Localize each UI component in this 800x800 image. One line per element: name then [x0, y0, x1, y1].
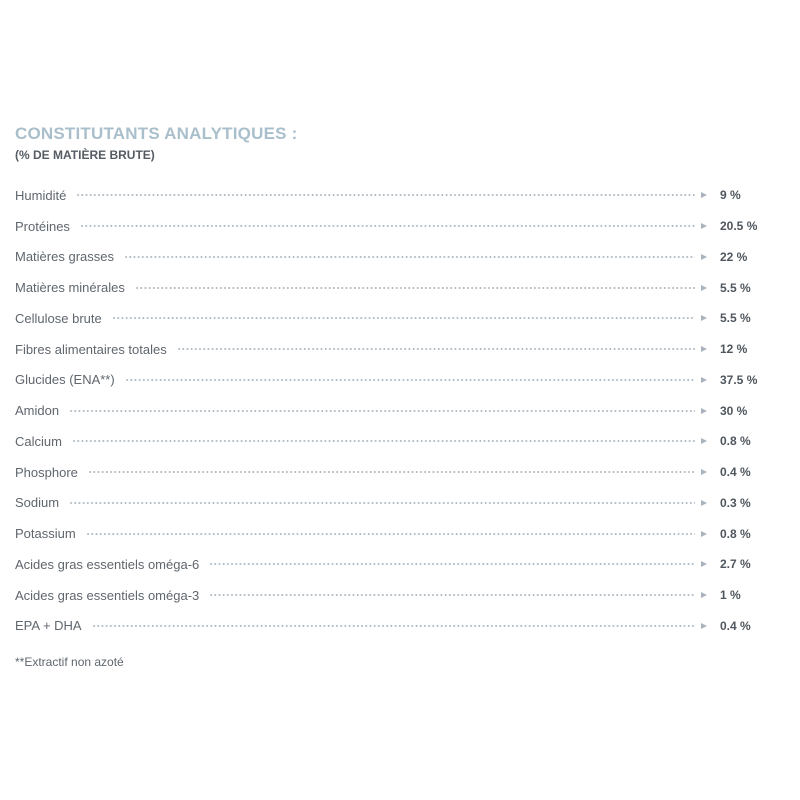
arrow-right-icon: [701, 408, 707, 414]
dotted-leader: [69, 502, 695, 504]
constituent-value: 22 %: [720, 249, 748, 264]
constituent-value: 5.5 %: [720, 311, 751, 326]
constituent-value: 0.3 %: [720, 495, 751, 510]
constituents-list: [15, 180, 765, 641]
section-title: CONSTITUTANTS ANALYTIQUES :: [15, 124, 298, 143]
constituent-row: [15, 580, 765, 611]
dotted-leader: [92, 625, 695, 627]
constituent-label: EPA + DHA: [15, 618, 82, 634]
arrow-right-icon: [701, 377, 707, 383]
constituent-row: [15, 303, 765, 334]
constituent-value: 20.5 %: [720, 219, 758, 234]
dotted-leader: [124, 256, 695, 258]
constituent-value: 37.5 %: [720, 372, 758, 387]
constituent-row: [15, 426, 765, 457]
constituent-value: 30 %: [720, 403, 748, 418]
arrow-right-icon: [701, 315, 707, 321]
constituent-row: [15, 242, 765, 273]
arrow-right-icon: [701, 192, 707, 198]
arrow-right-icon: [701, 500, 707, 506]
constituent-value: 0.4 %: [720, 618, 751, 633]
dotted-leader: [69, 410, 695, 412]
constituent-row: [15, 549, 765, 580]
dotted-leader: [76, 194, 695, 196]
dotted-leader: [125, 379, 695, 381]
constituent-row: [15, 365, 765, 396]
arrow-right-icon: [701, 346, 707, 352]
dotted-leader: [72, 440, 695, 442]
constituent-label: Potassium: [15, 526, 76, 542]
arrow-right-icon: [701, 285, 707, 291]
constituent-value: 0.4 %: [720, 465, 751, 480]
dotted-leader: [177, 348, 695, 350]
constituent-label: Amidon: [15, 403, 60, 419]
constituent-value: 5.5 %: [720, 280, 751, 295]
constituent-label: Protéines: [15, 218, 70, 234]
constituent-label: Glucides (ENA**): [15, 372, 115, 388]
arrow-right-icon: [701, 438, 707, 444]
constituent-row: [15, 334, 765, 365]
footnote: **Extractif non azoté: [15, 655, 124, 669]
arrow-right-icon: [701, 531, 707, 537]
constituent-row: [15, 518, 765, 549]
constituent-row: [15, 611, 765, 642]
arrow-right-icon: [701, 623, 707, 629]
constituent-row: [15, 211, 765, 242]
dotted-leader: [86, 533, 695, 535]
constituent-label: Phosphore: [15, 464, 78, 480]
dotted-leader: [209, 594, 695, 596]
constituent-label: Matières grasses: [15, 249, 114, 265]
constituent-row: [15, 457, 765, 488]
analytical-constituents-panel: [15, 123, 765, 641]
constituent-row: [15, 180, 765, 211]
constituent-row: [15, 395, 765, 426]
dotted-leader: [135, 287, 695, 289]
constituent-label: Matières minérales: [15, 280, 125, 296]
dotted-leader: [80, 225, 695, 227]
arrow-right-icon: [701, 469, 707, 475]
dotted-leader: [112, 317, 695, 319]
constituent-value: 9 %: [720, 188, 741, 203]
constituent-row: [15, 272, 765, 303]
constituent-label: Fibres alimentaires totales: [15, 341, 167, 357]
dotted-leader: [88, 471, 695, 473]
arrow-right-icon: [701, 254, 707, 260]
arrow-right-icon: [701, 223, 707, 229]
constituent-label: Cellulose brute: [15, 310, 102, 326]
constituent-value: 1 %: [720, 588, 741, 603]
constituent-label: Calcium: [15, 433, 62, 449]
constituent-label: Humidité: [15, 187, 67, 203]
constituent-value: 0.8 %: [720, 434, 751, 449]
constituent-value: 0.8 %: [720, 526, 751, 541]
section-subtitle: (% DE MATIÈRE BRUTE): [15, 148, 155, 162]
constituent-label: Acides gras essentiels oméga-3: [15, 587, 200, 603]
constituent-value: 2.7 %: [720, 557, 751, 572]
constituent-label: Acides gras essentiels oméga-6: [15, 556, 200, 572]
dotted-leader: [209, 563, 695, 565]
constituent-value: 12 %: [720, 342, 748, 357]
arrow-right-icon: [701, 561, 707, 567]
arrow-right-icon: [701, 592, 707, 598]
constituent-label: Sodium: [15, 495, 60, 511]
constituent-row: [15, 488, 765, 519]
